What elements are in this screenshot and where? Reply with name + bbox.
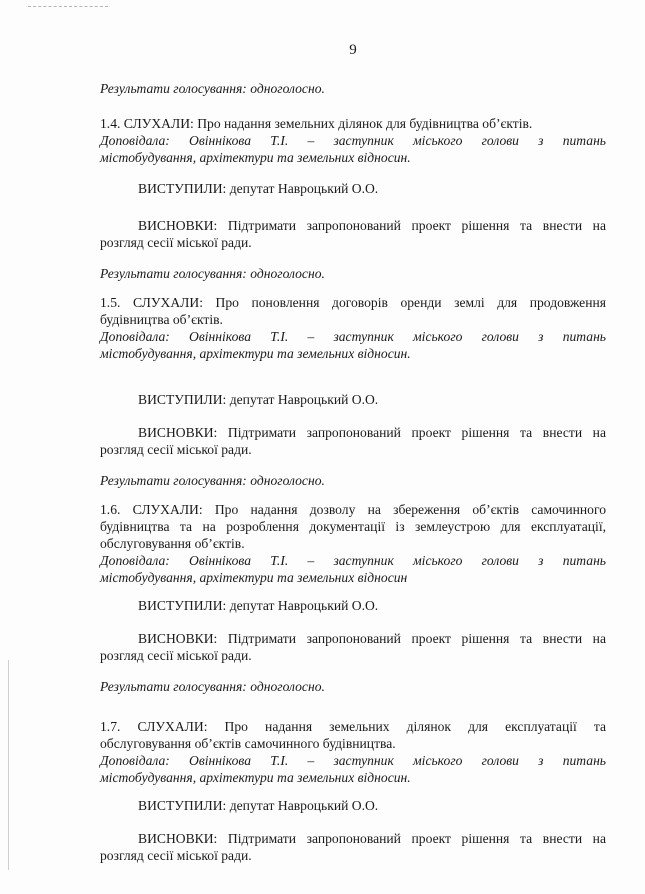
conclusion-line: розгляд сесії міської ради. (100, 848, 252, 863)
scan-artifact (28, 6, 108, 8)
reporter-line: містобудування, архітектури та земельних відносин. (100, 346, 411, 361)
conclusion-line: ВИСНОВКИ: Підтримати запропонований проект рішення та внести на (138, 831, 606, 846)
vote-result: Результати голосування: одноголосно. (100, 81, 325, 96)
conclusion-line: ВИСНОВКИ: Підтримати запропонований проект рішення та внести на (138, 425, 606, 440)
heard-line: будівництва об’єктів. (100, 312, 223, 327)
agenda-item-1-7 (100, 718, 606, 864)
reporter-line: містобудування, архітектури та земельних відносин. (100, 150, 411, 165)
heard-line: 1.6. СЛУХАЛИ: Про надання дозволу на збереження об’єктів самочинного (100, 502, 606, 517)
heard-line: 1.7. СЛУХАЛИ: Про надання земельних ділянок для експлуатації та (100, 719, 606, 734)
reporter-line: містобудування, архітектури та земельних відносин. (100, 770, 411, 785)
agenda-item-1-5 (100, 294, 606, 489)
vote-result: Результати голосування: одноголосно. (100, 473, 325, 488)
vote-result: Результати голосування: одноголосно. (100, 266, 325, 281)
scan-edge-line (8, 660, 10, 870)
conclusion-line: розгляд сесії міської ради. (100, 648, 252, 663)
reporter-line: Доповідала: Овіннікова Т.І. – заступник міського голови з питань (100, 329, 606, 344)
spoke-line: ВИСТУПИЛИ: депутат Навроцький О.О. (138, 392, 379, 407)
spoke-line: ВИСТУПИЛИ: депутат Навроцький О.О. (138, 798, 379, 813)
agenda-item-1-6 (100, 501, 606, 695)
heard-line: обслуговування об’єктів. (100, 536, 245, 551)
conclusion-line: ВИСНОВКИ: Підтримати запропонований проект рішення та внести на (138, 631, 606, 646)
heard-line: 1.5. СЛУХАЛИ: Про поновлення договорів оренди землі для продовження (100, 295, 606, 310)
reporter-line: містобудування, архітектури та земельних відносин (100, 570, 408, 585)
agenda-item-1-4 (100, 115, 606, 282)
spoke-line: ВИСТУПИЛИ: депутат Навроцький О.О. (138, 181, 379, 196)
reporter-line: Доповідала: Овіннікова Т.І. – заступник міського голови з питань (100, 553, 606, 568)
heard-line: обслуговування об’єктів самочинного будівництва. (100, 736, 396, 751)
vote-result: Результати голосування: одноголосно. (100, 679, 325, 694)
spoke-line: ВИСТУПИЛИ: депутат Навроцький О.О. (138, 598, 379, 613)
page-number: 9 (349, 42, 357, 58)
document-body (100, 80, 606, 864)
reporter-line: Доповідала: Овіннікова Т.І. – заступник міського голови з питань (100, 133, 606, 148)
conclusion-line: розгляд сесії міської ради. (100, 235, 252, 250)
heard-line: 1.4. СЛУХАЛИ: Про надання земельних ділянок для будівництва об’єктів. (100, 116, 533, 131)
conclusion-line: розгляд сесії міської ради. (100, 442, 252, 457)
reporter-line: Доповідала: Овіннікова Т.І. – заступник міського голови з питань (100, 753, 606, 768)
heard-line: будівництва та на розроблення документації із землеустрою для експлуатації, (100, 519, 606, 534)
conclusion-line: ВИСНОВКИ: Підтримати запропонований проект рішення та внести на (138, 218, 606, 233)
